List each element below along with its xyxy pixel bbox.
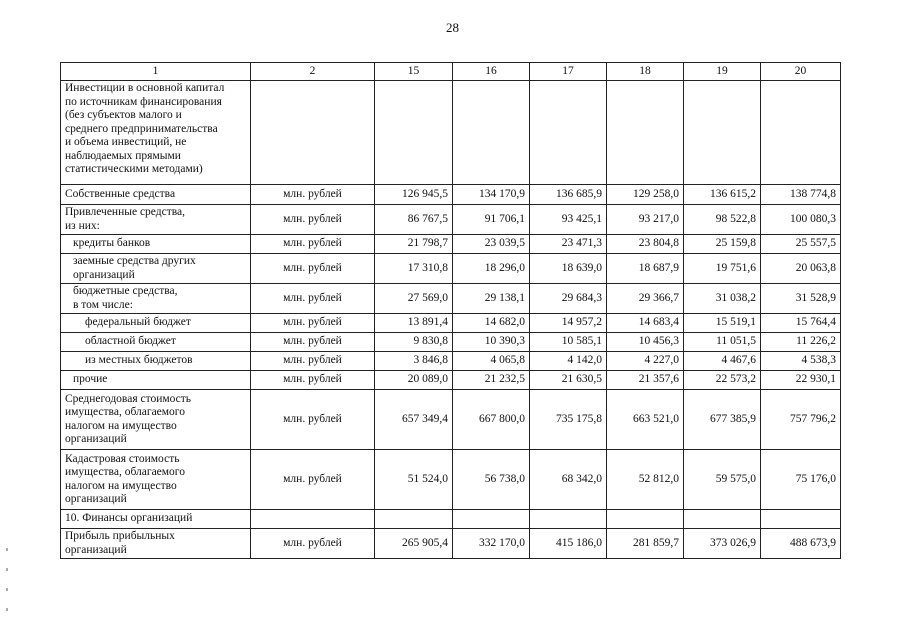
margin-mark <box>6 548 8 551</box>
value-cell: 14 957,2 <box>530 314 607 333</box>
value-cell <box>530 510 607 529</box>
row-label: федеральный бюджет <box>61 314 251 333</box>
table-row <box>61 81 841 185</box>
column-header: 18 <box>607 63 684 81</box>
value-cell <box>375 81 453 185</box>
value-cell <box>761 510 841 529</box>
row-label: областной бюджет <box>61 333 251 352</box>
value-cell: 25 557,5 <box>761 235 841 254</box>
row-label: Привлеченные средства, из них: <box>61 205 251 235</box>
table-row <box>61 390 841 450</box>
value-cell: 15 764,4 <box>761 314 841 333</box>
page-number: 28 <box>446 20 459 35</box>
value-cell: 56 738,0 <box>453 450 530 510</box>
unit-cell: млн. рублей <box>251 205 375 235</box>
value-cell: 488 673,9 <box>761 529 841 559</box>
value-cell: 23 039,5 <box>453 235 530 254</box>
row-label: заемные средства других организаций <box>61 254 251 284</box>
value-cell: 14 683,4 <box>607 314 684 333</box>
value-cell: 415 186,0 <box>530 529 607 559</box>
header-row <box>61 63 841 81</box>
value-cell: 91 706,1 <box>453 205 530 235</box>
table-row <box>61 333 841 352</box>
value-cell: 68 342,0 <box>530 450 607 510</box>
value-cell: 373 026,9 <box>684 529 761 559</box>
column-header: 15 <box>375 63 453 81</box>
value-cell: 17 310,8 <box>375 254 453 284</box>
value-cell: 332 170,0 <box>453 529 530 559</box>
row-label: 10. Финансы организаций <box>61 510 251 529</box>
value-cell: 13 891,4 <box>375 314 453 333</box>
value-cell: 20 063,8 <box>761 254 841 284</box>
unit-cell: млн. рублей <box>251 254 375 284</box>
column-header: 20 <box>761 63 841 81</box>
value-cell: 11 226,2 <box>761 333 841 352</box>
table-row <box>61 284 841 314</box>
value-cell: 18 687,9 <box>607 254 684 284</box>
value-cell: 100 080,3 <box>761 205 841 235</box>
column-header: 16 <box>453 63 530 81</box>
value-cell: 25 159,8 <box>684 235 761 254</box>
value-cell: 31 528,9 <box>761 284 841 314</box>
value-cell: 15 519,1 <box>684 314 761 333</box>
value-cell: 21 232,5 <box>453 371 530 390</box>
value-cell <box>761 81 841 185</box>
value-cell: 10 585,1 <box>530 333 607 352</box>
value-cell: 757 796,2 <box>761 390 841 450</box>
table-row <box>61 450 841 510</box>
value-cell: 136 615,2 <box>684 185 761 205</box>
value-cell: 22 573,2 <box>684 371 761 390</box>
value-cell: 98 522,8 <box>684 205 761 235</box>
table-row <box>61 371 841 390</box>
value-cell: 21 798,7 <box>375 235 453 254</box>
column-header: 2 <box>251 63 375 81</box>
value-cell: 3 846,8 <box>375 352 453 371</box>
value-cell: 126 945,5 <box>375 185 453 205</box>
row-label: Кадастровая стоимость имущества, облагаемого налогом на имущество организаций <box>61 450 251 510</box>
unit-cell: млн. рублей <box>251 352 375 371</box>
column-header: 19 <box>684 63 761 81</box>
value-cell <box>375 510 453 529</box>
value-cell: 4 467,6 <box>684 352 761 371</box>
unit-cell: млн. рублей <box>251 529 375 559</box>
value-cell: 4 142,0 <box>530 352 607 371</box>
value-cell: 31 038,2 <box>684 284 761 314</box>
value-cell: 667 800,0 <box>453 390 530 450</box>
value-cell: 21 630,5 <box>530 371 607 390</box>
value-cell: 735 175,8 <box>530 390 607 450</box>
value-cell <box>453 81 530 185</box>
value-cell: 93 425,1 <box>530 205 607 235</box>
value-cell: 29 684,3 <box>530 284 607 314</box>
value-cell: 9 830,8 <box>375 333 453 352</box>
value-cell: 18 296,0 <box>453 254 530 284</box>
value-cell: 4 065,8 <box>453 352 530 371</box>
margin-mark <box>6 608 8 611</box>
row-label: бюджетные средства, в том числе: <box>61 284 251 314</box>
value-cell: 18 639,0 <box>530 254 607 284</box>
value-cell: 22 930,1 <box>761 371 841 390</box>
value-cell: 19 751,6 <box>684 254 761 284</box>
value-cell: 10 456,3 <box>607 333 684 352</box>
value-cell: 129 258,0 <box>607 185 684 205</box>
unit-cell: млн. рублей <box>251 235 375 254</box>
value-cell: 134 170,9 <box>453 185 530 205</box>
unit-cell: млн. рублей <box>251 314 375 333</box>
margin-mark <box>6 588 8 591</box>
unit-cell: млн. рублей <box>251 371 375 390</box>
table-row <box>61 185 841 205</box>
value-cell: 93 217,0 <box>607 205 684 235</box>
value-cell: 86 767,5 <box>375 205 453 235</box>
value-cell <box>607 510 684 529</box>
unit-cell: млн. рублей <box>251 185 375 205</box>
value-cell: 281 859,7 <box>607 529 684 559</box>
table-row <box>61 254 841 284</box>
value-cell: 21 357,6 <box>607 371 684 390</box>
unit-cell: млн. рублей <box>251 450 375 510</box>
value-cell <box>530 81 607 185</box>
table-row <box>61 352 841 371</box>
row-label: прочие <box>61 371 251 390</box>
value-cell: 11 051,5 <box>684 333 761 352</box>
column-header: 1 <box>61 63 251 81</box>
value-cell <box>684 510 761 529</box>
value-cell <box>453 510 530 529</box>
unit-cell: млн. рублей <box>251 333 375 352</box>
row-label: кредиты банков <box>61 235 251 254</box>
value-cell <box>607 81 684 185</box>
table-row <box>61 529 841 559</box>
table-body <box>61 81 841 559</box>
value-cell: 51 524,0 <box>375 450 453 510</box>
unit-cell <box>251 510 375 529</box>
value-cell: 10 390,3 <box>453 333 530 352</box>
value-cell: 265 905,4 <box>375 529 453 559</box>
table-row <box>61 314 841 333</box>
value-cell: 663 521,0 <box>607 390 684 450</box>
value-cell: 4 227,0 <box>607 352 684 371</box>
value-cell: 59 575,0 <box>684 450 761 510</box>
table-row <box>61 205 841 235</box>
value-cell: 23 804,8 <box>607 235 684 254</box>
value-cell: 75 176,0 <box>761 450 841 510</box>
value-cell: 138 774,8 <box>761 185 841 205</box>
value-cell: 27 569,0 <box>375 284 453 314</box>
value-cell: 657 349,4 <box>375 390 453 450</box>
value-cell: 20 089,0 <box>375 371 453 390</box>
row-label: Инвестиции в основной капитал по источникам финансирования (без субъектов малого и среднего предпринимательства и объема инвестиций, не наблюдаемых прямыми статистическими методами) <box>61 81 251 185</box>
value-cell: 52 812,0 <box>607 450 684 510</box>
unit-cell: млн. рублей <box>251 284 375 314</box>
row-label: Прибыль прибыльных организаций <box>61 529 251 559</box>
row-label: Среднегодовая стоимость имущества, облагаемого налогом на имущество организаций <box>61 390 251 450</box>
value-cell: 677 385,9 <box>684 390 761 450</box>
data-table <box>60 62 841 559</box>
value-cell: 23 471,3 <box>530 235 607 254</box>
column-header: 17 <box>530 63 607 81</box>
unit-cell <box>251 81 375 185</box>
value-cell: 136 685,9 <box>530 185 607 205</box>
row-label: из местных бюджетов <box>61 352 251 371</box>
value-cell <box>684 81 761 185</box>
table-row <box>61 510 841 529</box>
value-cell: 29 366,7 <box>607 284 684 314</box>
value-cell: 29 138,1 <box>453 284 530 314</box>
value-cell: 4 538,3 <box>761 352 841 371</box>
margin-mark <box>6 568 8 571</box>
table-row <box>61 235 841 254</box>
row-label: Собственные средства <box>61 185 251 205</box>
unit-cell: млн. рублей <box>251 390 375 450</box>
value-cell: 14 682,0 <box>453 314 530 333</box>
